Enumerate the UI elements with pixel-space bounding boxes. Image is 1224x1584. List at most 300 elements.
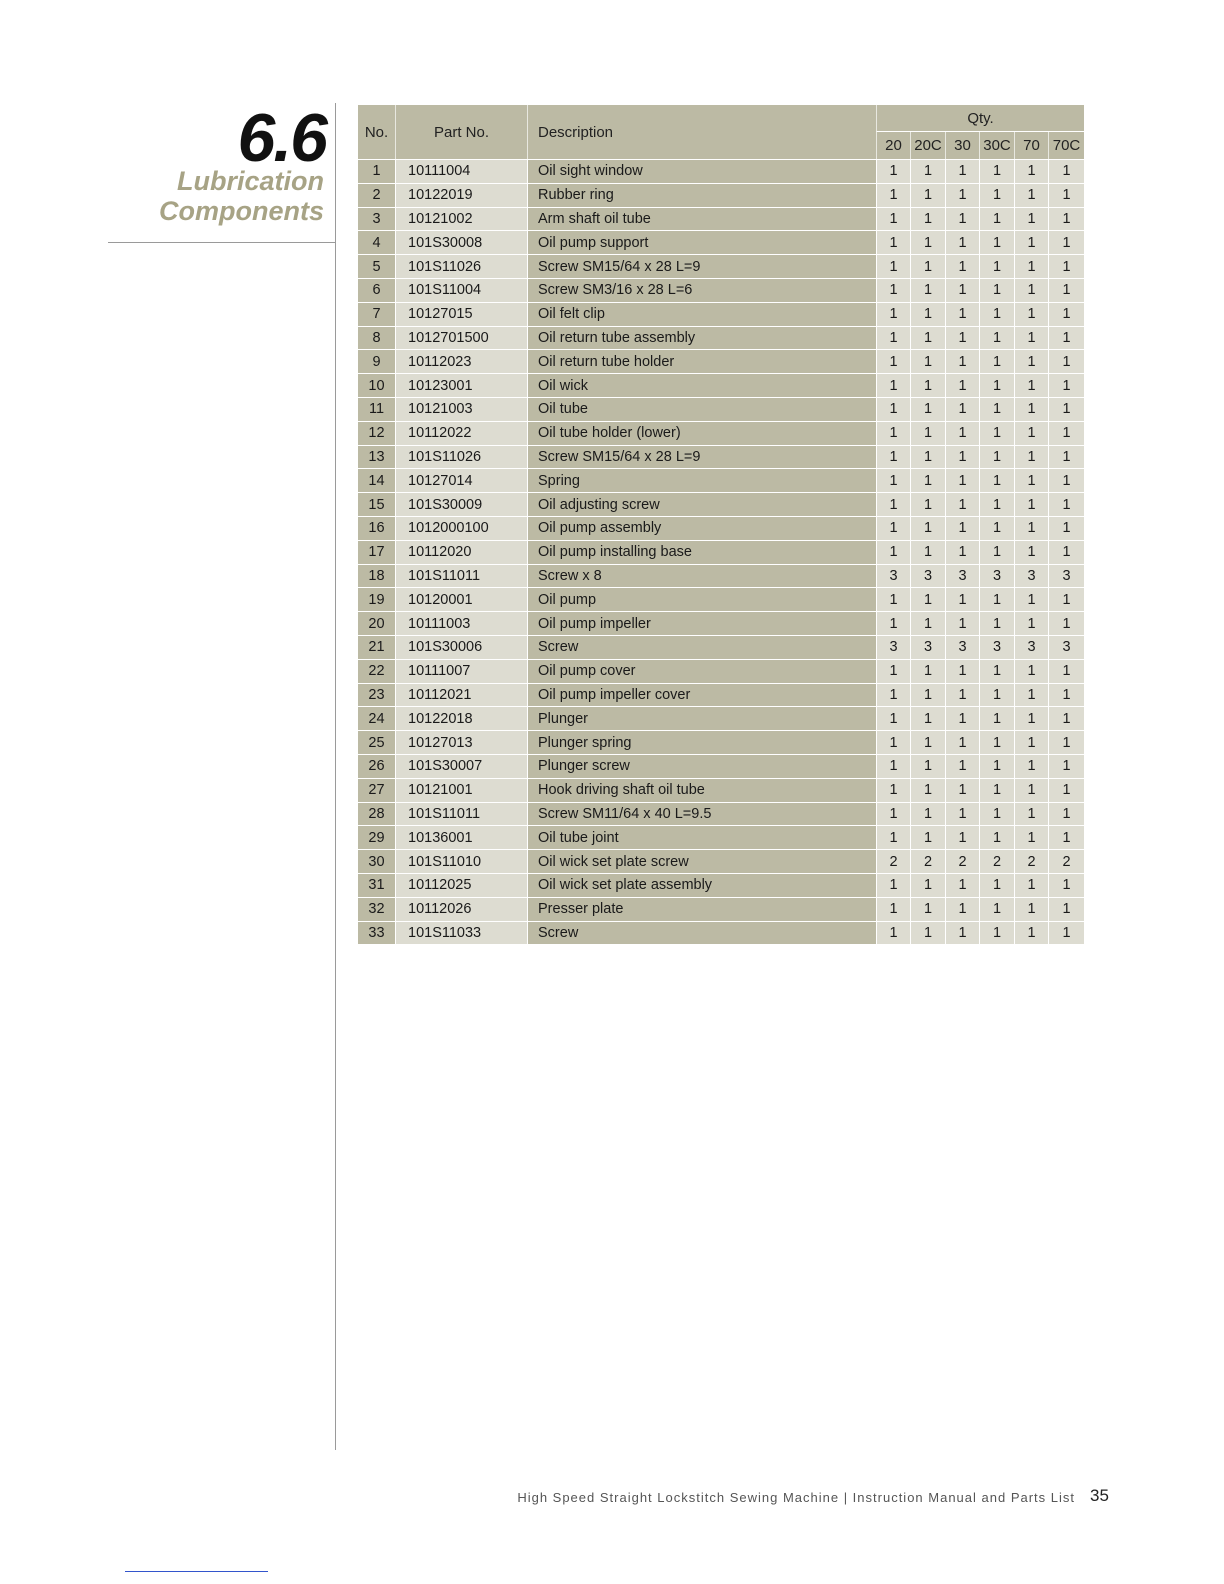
qty-cell: 1	[1048, 754, 1084, 778]
table-row	[358, 897, 1084, 921]
qty-cell: 1	[910, 207, 945, 231]
qty-cell: 1	[876, 230, 910, 254]
part-number: 101S11026	[395, 254, 527, 278]
header-description: Description	[527, 105, 876, 159]
part-number: 10112025	[395, 873, 527, 897]
qty-cell: 1	[910, 825, 945, 849]
row-number: 19	[358, 587, 395, 611]
qty-cell: 1	[979, 230, 1014, 254]
qty-cell: 1	[876, 397, 910, 421]
qty-cell: 1	[979, 183, 1014, 207]
qty-cell: 1	[1048, 730, 1084, 754]
table-row	[358, 587, 1084, 611]
table-row	[358, 825, 1084, 849]
qty-cell: 1	[1014, 778, 1048, 802]
part-description: Screw	[527, 635, 876, 659]
part-description: Oil wick	[527, 373, 876, 397]
qty-cell: 1	[1014, 373, 1048, 397]
qty-cell: 1	[945, 754, 979, 778]
qty-cell: 1	[979, 159, 1014, 183]
qty-cell: 1	[1014, 730, 1048, 754]
qty-cell: 1	[979, 587, 1014, 611]
qty-cell: 1	[945, 445, 979, 469]
qty-cell: 1	[1048, 159, 1084, 183]
qty-cell: 1	[910, 445, 945, 469]
row-number: 14	[358, 468, 395, 492]
table-row	[358, 421, 1084, 445]
qty-cell: 1	[979, 540, 1014, 564]
table-row	[358, 159, 1084, 183]
qty-cell: 1	[945, 706, 979, 730]
qty-cell: 1	[979, 754, 1014, 778]
qty-cell: 1	[979, 802, 1014, 826]
qty-cell: 1	[1014, 587, 1048, 611]
row-number: 33	[358, 921, 395, 945]
qty-cell: 1	[979, 873, 1014, 897]
qty-cell: 1	[1048, 897, 1084, 921]
qty-cell: 1	[1048, 683, 1084, 707]
qty-cell: 1	[910, 873, 945, 897]
qty-cell: 1	[876, 492, 910, 516]
part-description: Oil sight window	[527, 159, 876, 183]
qty-cell: 1	[1014, 326, 1048, 350]
qty-cell: 1	[945, 254, 979, 278]
part-description: Screw SM3/16 x 28 L=6	[527, 278, 876, 302]
qty-cell: 1	[945, 802, 979, 826]
qty-cell: 1	[945, 516, 979, 540]
row-number: 28	[358, 802, 395, 826]
qty-cell: 1	[979, 302, 1014, 326]
qty-cell: 1	[945, 587, 979, 611]
qty-cell: 1	[979, 897, 1014, 921]
qty-cell: 1	[945, 921, 979, 945]
qty-cell: 1	[1048, 659, 1084, 683]
margin-rule	[335, 103, 336, 1450]
part-number: 10111004	[395, 159, 527, 183]
qty-cell: 1	[910, 659, 945, 683]
qty-cell: 1	[979, 730, 1014, 754]
qty-cell: 1	[910, 706, 945, 730]
part-number: 10112022	[395, 421, 527, 445]
qty-cell: 1	[910, 468, 945, 492]
qty-cell: 1	[1048, 302, 1084, 326]
row-number: 12	[358, 421, 395, 445]
part-number: 101S11011	[395, 564, 527, 588]
qty-cell: 1	[910, 421, 945, 445]
part-number: 101S30006	[395, 635, 527, 659]
qty-cell: 1	[945, 421, 979, 445]
table-row	[358, 849, 1084, 873]
qty-cell: 1	[876, 825, 910, 849]
qty-cell: 1	[979, 421, 1014, 445]
table-row	[358, 611, 1084, 635]
qty-cell: 1	[876, 254, 910, 278]
qty-cell: 1	[1048, 611, 1084, 635]
qty-cell: 1	[876, 183, 910, 207]
table-row	[358, 659, 1084, 683]
qty-cell: 1	[876, 921, 910, 945]
qty-cell: 1	[1014, 873, 1048, 897]
qty-cell: 1	[979, 778, 1014, 802]
qty-cell: 1	[979, 659, 1014, 683]
qty-cell: 1	[910, 326, 945, 350]
parts-table-body	[358, 159, 1084, 944]
part-description: Oil return tube assembly	[527, 326, 876, 350]
qty-cell: 3	[1014, 635, 1048, 659]
qty-cell: 1	[1014, 683, 1048, 707]
part-number: 101S30007	[395, 754, 527, 778]
table-row	[358, 683, 1084, 707]
table-row	[358, 349, 1084, 373]
qty-cell: 1	[1048, 326, 1084, 350]
table-row	[358, 516, 1084, 540]
qty-cell: 1	[910, 540, 945, 564]
qty-cell: 1	[1048, 921, 1084, 945]
part-number: 101S11010	[395, 849, 527, 873]
qty-cell: 1	[910, 230, 945, 254]
qty-cell: 1	[979, 207, 1014, 231]
qty-cell: 1	[945, 825, 979, 849]
part-description: Hook driving shaft oil tube	[527, 778, 876, 802]
row-number: 6	[358, 278, 395, 302]
header-model: 70C	[1048, 132, 1084, 159]
qty-cell: 1	[979, 921, 1014, 945]
qty-cell: 1	[945, 659, 979, 683]
part-number: 10112021	[395, 683, 527, 707]
row-number: 32	[358, 897, 395, 921]
part-number: 10121003	[395, 397, 527, 421]
qty-cell: 1	[910, 754, 945, 778]
qty-cell: 1	[1048, 587, 1084, 611]
qty-cell: 1	[945, 302, 979, 326]
qty-cell: 1	[945, 730, 979, 754]
qty-cell: 1	[1048, 468, 1084, 492]
table-row	[358, 802, 1084, 826]
qty-cell: 1	[945, 873, 979, 897]
qty-cell: 3	[910, 635, 945, 659]
header-model: 20	[876, 132, 910, 159]
table-row	[358, 207, 1084, 231]
part-description: Screw SM11/64 x 40 L=9.5	[527, 802, 876, 826]
qty-cell: 1	[1014, 540, 1048, 564]
part-number: 10136001	[395, 825, 527, 849]
qty-cell: 3	[979, 635, 1014, 659]
table-row	[358, 492, 1084, 516]
qty-cell: 1	[945, 349, 979, 373]
table-row	[358, 635, 1084, 659]
row-number: 26	[358, 754, 395, 778]
table-row	[358, 445, 1084, 469]
row-number: 17	[358, 540, 395, 564]
qty-cell: 1	[1014, 468, 1048, 492]
qty-cell: 1	[1014, 302, 1048, 326]
part-number: 101S11004	[395, 278, 527, 302]
part-number: 101S30009	[395, 492, 527, 516]
part-description: Oil wick set plate assembly	[527, 873, 876, 897]
row-number: 20	[358, 611, 395, 635]
qty-cell: 1	[876, 302, 910, 326]
row-number: 11	[358, 397, 395, 421]
qty-cell: 1	[910, 349, 945, 373]
part-description: Arm shaft oil tube	[527, 207, 876, 231]
row-number: 31	[358, 873, 395, 897]
qty-cell: 1	[910, 587, 945, 611]
table-row	[358, 873, 1084, 897]
qty-cell: 1	[1014, 349, 1048, 373]
qty-cell: 1	[945, 897, 979, 921]
qty-cell: 1	[979, 706, 1014, 730]
qty-cell: 1	[1048, 207, 1084, 231]
qty-cell: 1	[1014, 492, 1048, 516]
qty-cell: 1	[945, 397, 979, 421]
qty-cell: 1	[1048, 873, 1084, 897]
part-description: Oil pump installing base	[527, 540, 876, 564]
row-number: 25	[358, 730, 395, 754]
qty-cell: 1	[1048, 825, 1084, 849]
section-title	[120, 166, 324, 226]
qty-cell: 3	[979, 564, 1014, 588]
qty-cell: 1	[1048, 492, 1084, 516]
part-number: 101S30008	[395, 230, 527, 254]
qty-cell: 1	[910, 897, 945, 921]
qty-cell: 1	[945, 326, 979, 350]
part-description: Oil return tube holder	[527, 349, 876, 373]
part-number: 10127015	[395, 302, 527, 326]
part-description: Plunger spring	[527, 730, 876, 754]
qty-cell: 3	[1048, 635, 1084, 659]
part-description: Oil pump cover	[527, 659, 876, 683]
qty-cell: 1	[979, 254, 1014, 278]
table-row	[358, 254, 1084, 278]
footer-text: High Speed Straight Lockstitch Sewing Machine | Instruction Manual and Parts List	[517, 1490, 1075, 1505]
part-number: 10112023	[395, 349, 527, 373]
qty-cell: 1	[1048, 373, 1084, 397]
part-description: Oil felt clip	[527, 302, 876, 326]
qty-cell: 1	[1014, 611, 1048, 635]
qty-cell: 1	[910, 492, 945, 516]
qty-cell: 1	[876, 754, 910, 778]
section-divider	[108, 242, 336, 243]
qty-cell: 1	[1014, 207, 1048, 231]
qty-cell: 1	[979, 611, 1014, 635]
table-row	[358, 373, 1084, 397]
qty-cell: 1	[1048, 183, 1084, 207]
qty-cell: 1	[945, 230, 979, 254]
part-number: 10120001	[395, 587, 527, 611]
qty-cell: 3	[910, 564, 945, 588]
part-description: Oil pump	[527, 587, 876, 611]
part-description: Screw	[527, 921, 876, 945]
qty-cell: 1	[1014, 445, 1048, 469]
row-number: 5	[358, 254, 395, 278]
qty-cell: 2	[979, 849, 1014, 873]
qty-cell: 1	[1014, 397, 1048, 421]
row-number: 24	[358, 706, 395, 730]
qty-cell: 1	[945, 492, 979, 516]
qty-cell: 1	[910, 159, 945, 183]
qty-cell: 1	[876, 278, 910, 302]
qty-cell: 1	[979, 397, 1014, 421]
part-number: 10112026	[395, 897, 527, 921]
table-row	[358, 183, 1084, 207]
part-number: 1012701500	[395, 326, 527, 350]
table-row	[358, 397, 1084, 421]
header-qty: Qty.	[876, 105, 1084, 132]
row-number: 30	[358, 849, 395, 873]
table-row	[358, 778, 1084, 802]
qty-cell: 1	[979, 349, 1014, 373]
qty-cell: 1	[1014, 659, 1048, 683]
qty-cell: 2	[945, 849, 979, 873]
qty-cell: 1	[876, 706, 910, 730]
qty-cell: 1	[945, 611, 979, 635]
qty-cell: 1	[945, 278, 979, 302]
qty-cell: 1	[910, 183, 945, 207]
table-row	[358, 730, 1084, 754]
part-number: 10111007	[395, 659, 527, 683]
table-row	[358, 230, 1084, 254]
part-description: Plunger	[527, 706, 876, 730]
row-number: 7	[358, 302, 395, 326]
qty-cell: 3	[1048, 564, 1084, 588]
row-number: 13	[358, 445, 395, 469]
part-number: 10121001	[395, 778, 527, 802]
qty-cell: 1	[1014, 421, 1048, 445]
part-description: Oil wick set plate screw	[527, 849, 876, 873]
table-row	[358, 468, 1084, 492]
qty-cell: 1	[1048, 421, 1084, 445]
qty-cell: 1	[1048, 397, 1084, 421]
qty-cell: 1	[876, 897, 910, 921]
qty-cell: 3	[1014, 564, 1048, 588]
table-row	[358, 326, 1084, 350]
qty-cell: 3	[876, 635, 910, 659]
qty-cell: 1	[910, 921, 945, 945]
row-number: 22	[358, 659, 395, 683]
part-number: 10111003	[395, 611, 527, 635]
part-description: Spring	[527, 468, 876, 492]
part-description: Presser plate	[527, 897, 876, 921]
qty-cell: 1	[876, 873, 910, 897]
qty-cell: 1	[979, 516, 1014, 540]
table-row	[358, 278, 1084, 302]
qty-cell: 3	[945, 564, 979, 588]
table-row	[358, 540, 1084, 564]
table-row	[358, 302, 1084, 326]
qty-cell: 1	[1048, 445, 1084, 469]
qty-cell: 1	[979, 445, 1014, 469]
qty-cell: 1	[876, 683, 910, 707]
qty-cell: 1	[1048, 278, 1084, 302]
row-number: 23	[358, 683, 395, 707]
qty-cell: 1	[1014, 230, 1048, 254]
qty-cell: 1	[1048, 254, 1084, 278]
header-model: 20C	[910, 132, 945, 159]
part-description: Oil tube holder (lower)	[527, 421, 876, 445]
page-number: 35	[1090, 1486, 1109, 1505]
qty-cell: 1	[979, 825, 1014, 849]
part-description: Oil pump support	[527, 230, 876, 254]
qty-cell: 1	[979, 492, 1014, 516]
qty-cell: 1	[910, 254, 945, 278]
qty-cell: 1	[876, 778, 910, 802]
qty-cell: 1	[910, 302, 945, 326]
part-description: Oil pump assembly	[527, 516, 876, 540]
qty-cell: 1	[876, 159, 910, 183]
parts-table	[358, 105, 1084, 944]
qty-cell: 1	[876, 421, 910, 445]
qty-cell: 1	[979, 468, 1014, 492]
qty-cell: 1	[1014, 897, 1048, 921]
header-part-no: Part No.	[395, 105, 527, 159]
row-number: 27	[358, 778, 395, 802]
qty-cell: 1	[876, 587, 910, 611]
row-number: 3	[358, 207, 395, 231]
qty-cell: 1	[945, 778, 979, 802]
row-number: 18	[358, 564, 395, 588]
qty-cell: 1	[876, 516, 910, 540]
qty-cell: 1	[876, 540, 910, 564]
qty-cell: 1	[1014, 802, 1048, 826]
part-number: 101S11011	[395, 802, 527, 826]
qty-cell: 1	[979, 683, 1014, 707]
row-number: 29	[358, 825, 395, 849]
part-number: 101S11033	[395, 921, 527, 945]
qty-cell: 1	[1048, 778, 1084, 802]
qty-cell: 1	[876, 802, 910, 826]
qty-cell: 1	[876, 659, 910, 683]
part-description: Oil pump impeller	[527, 611, 876, 635]
row-number: 21	[358, 635, 395, 659]
qty-cell: 1	[1048, 516, 1084, 540]
row-number: 16	[358, 516, 395, 540]
qty-cell: 1	[876, 730, 910, 754]
qty-cell: 1	[945, 468, 979, 492]
part-number: 10127013	[395, 730, 527, 754]
footer-link-rule	[125, 1571, 268, 1572]
qty-cell: 1	[1014, 278, 1048, 302]
part-description: Oil tube	[527, 397, 876, 421]
part-number: 10112020	[395, 540, 527, 564]
qty-cell: 1	[910, 516, 945, 540]
part-number: 101S11026	[395, 445, 527, 469]
part-number: 1012000100	[395, 516, 527, 540]
qty-cell: 1	[910, 373, 945, 397]
part-description: Plunger screw	[527, 754, 876, 778]
qty-cell: 1	[910, 778, 945, 802]
row-number: 4	[358, 230, 395, 254]
part-number: 10122018	[395, 706, 527, 730]
qty-cell: 1	[876, 611, 910, 635]
qty-cell: 1	[1014, 516, 1048, 540]
qty-cell: 3	[876, 564, 910, 588]
header-model: 70	[1014, 132, 1048, 159]
qty-cell: 1	[910, 611, 945, 635]
qty-cell: 2	[1014, 849, 1048, 873]
qty-cell: 2	[876, 849, 910, 873]
qty-cell: 1	[1014, 706, 1048, 730]
qty-cell: 1	[979, 278, 1014, 302]
qty-cell: 1	[1014, 825, 1048, 849]
qty-cell: 1	[910, 397, 945, 421]
qty-cell: 1	[1014, 159, 1048, 183]
table-row	[358, 706, 1084, 730]
qty-cell: 1	[1014, 183, 1048, 207]
row-number: 8	[358, 326, 395, 350]
part-description: Oil pump impeller cover	[527, 683, 876, 707]
qty-cell: 1	[1048, 706, 1084, 730]
row-number: 1	[358, 159, 395, 183]
